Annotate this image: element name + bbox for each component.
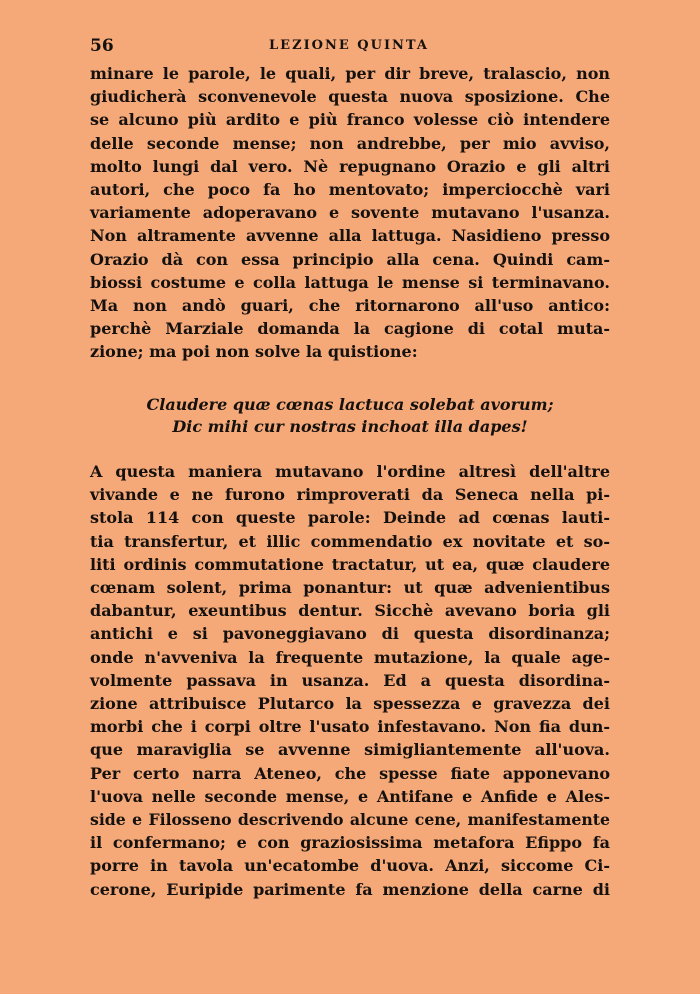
text-line: Ma non andò guari, che ritornarono all'uso antico: [90,296,610,316]
text-line: biossi costume e colla lattuga le mense si terminavano. [90,272,610,292]
text-line: l'uova nelle seconde mense, e Antifane e Anfide e Ales- [90,786,610,806]
text-line: giudicherà sconvenevole questa nuova sposizione. Che [90,87,610,107]
text-line: que maraviglia se avvenne simigliantemente all'uova. [90,740,610,760]
text-line: minare le parole, le quali, per dir breve, tralascio, non [90,64,610,83]
text-line: side e Filosseno descrivendo alcune cene, manifestamente [90,810,610,830]
latin-quotation [90,394,610,438]
text-line: antichi e si pavoneggiavano di questa disordinanza; [90,624,610,644]
quote-line: Claudere quæ cœnas lactuca solebat avorum; [146,395,554,414]
text-line: zione attribuisce Plutarco la spessezza e gravezza dei [90,694,610,714]
text-line: liti ordinis commutatione tractatur, ut ea, quæ claudere [90,554,610,574]
text-line: volmente passava in usanza. Ed a questa disordina- [90,670,610,690]
page-header [90,36,608,58]
text-line: molto lungi dal vero. Nè repugnano Orazio e gli altri [90,156,610,176]
text-line: autori, che poco fa ho mentovato; imperciocchè vari [90,180,610,200]
text-line: cœnam solent, prima ponantur: ut quæ advenientibus [90,578,610,598]
text-line: il confermano; e con graziosissima metafora Efippo fa [90,833,610,853]
running-head: LEZIONE QUINTA [269,38,429,53]
text-line: perchè Marziale domanda la cagione di cotal muta- [90,319,610,339]
text-line: morbi che i corpi oltre l'usato infestavano. Non fia dun- [90,717,610,737]
paragraph-2 [90,460,610,901]
text-line: A questa maniera mutavano l'ordine altresì dell'altre [90,462,610,481]
text-line: Per certo narra Ateneo, che spesse fiate apponevano [90,763,610,783]
text-line: stola 114 con queste parole: Deinde ad cœnas lauti- [90,508,610,528]
page-number: 56 [90,36,114,56]
paragraph-1 [90,62,610,364]
quote-line: Dic mihi cur nostras inchoat illa dapes! [172,417,528,436]
text-line: Orazio dà con essa principio alla cena. Quindi cam- [90,249,610,269]
text-line: variamente adoperavano e sovente mutavano l'usanza. [90,203,610,223]
text-line: se alcuno più ardito e più franco volesse ciò intendere [90,110,610,130]
text-line: vivande e ne furono rimproverati da Seneca nella pi- [90,485,610,505]
text-line: Non altramente avvenne alla lattuga. Nasidieno presso [90,226,610,246]
text-line: onde n'avveniva la frequente mutazione, la quale age- [90,647,610,667]
text-line: dabantur, exeuntibus dentur. Sicchè avevano boria gli [90,601,610,621]
text-line: tia transfertur, et illic commendatio ex novitate et so- [90,531,610,551]
text-line: cerone, Euripide parimente fa menzione della carne di [90,879,610,899]
text-line: delle seconde mense; non andrebbe, per mio avviso, [90,133,610,153]
text-line: porre in tavola un'ecatombe d'uova. Anzi, siccome Ci- [90,856,610,876]
text-line: zione; ma poi non solve la quistione: [90,342,418,362]
